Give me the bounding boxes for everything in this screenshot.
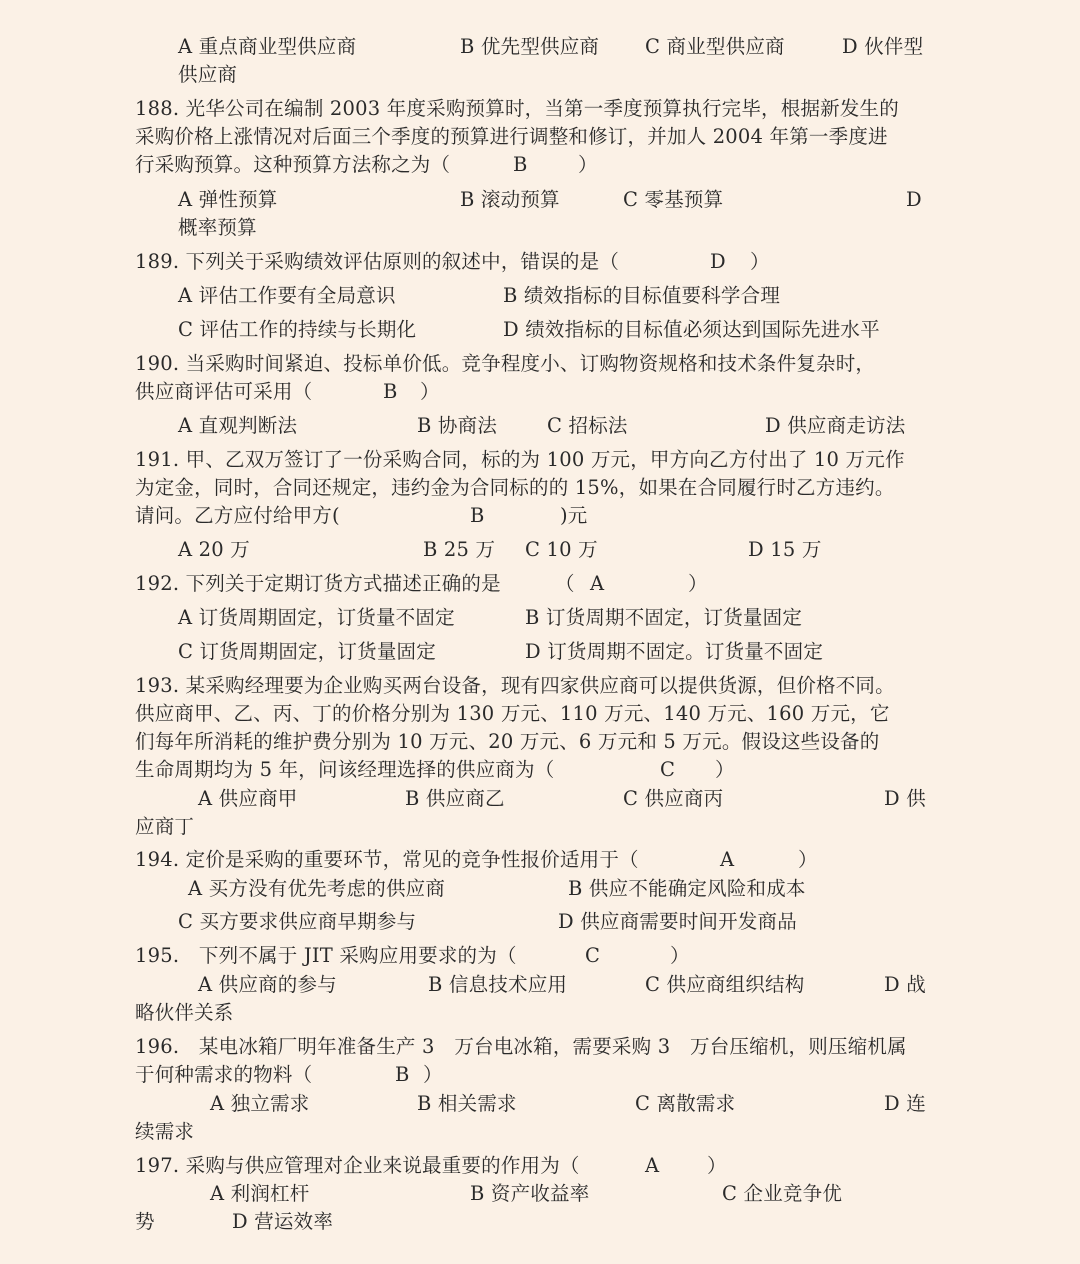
q189-option-c: C 评估工作的持续与长期化 — [178, 318, 417, 341]
q196-option-c: C 离散需求 — [635, 1092, 736, 1115]
q195-stem-text: 195. 下列不属于 JIT 采购应用要求的为（ — [135, 944, 517, 967]
q196-option-d-continued: 续需求 — [135, 1120, 195, 1143]
q195-option-b: B 信息技术应用 — [428, 973, 568, 996]
q194-option-b: B 供应不能确定风险和成本 — [568, 877, 806, 900]
q193-option-d: D 供 — [884, 787, 926, 810]
q197-close-paren: ） — [707, 1154, 727, 1177]
q193-stem-line-2: 供应商甲、乙、丙、丁的价格分别为 130 万元、110 万元、140 万元、160 万元，它 — [135, 702, 890, 725]
q196-option-b: B 相关需求 — [417, 1092, 517, 1115]
q195-option-a: A 供应商的参与 — [198, 973, 337, 996]
q194-stem — [135, 846, 818, 874]
q188-option-b: B 滚动预算 — [460, 188, 560, 211]
q188-stem-line-1: 188. 光华公司在编制 2003 年度采购预算时，当第一季度预算执行完毕，根据新发生的 — [135, 97, 899, 120]
q192-stem — [135, 570, 708, 598]
q197-option-c: C 企业竞争优 — [722, 1182, 843, 1205]
q190-option-a: A 直观判断法 — [178, 414, 298, 437]
q196-stem-line-2 — [135, 1061, 443, 1089]
q196-stem-line-1: 196. 某电冰箱厂明年准备生产 3 万台电冰箱，需要采购 3 万台压缩机，则压缩机属 — [135, 1035, 907, 1058]
q196-option-a: A 独立需求 — [210, 1092, 310, 1115]
q193-option-b: B 供应商乙 — [405, 787, 505, 810]
q187-option-c: C 商业型供应商 — [645, 35, 785, 58]
q191-stem-line-1: 191. 甲、乙双万签订了一份采购合同，标的为 100 万元，甲方向乙方付出了 10 万元作 — [135, 448, 905, 471]
q191-unit: )元 — [560, 504, 588, 527]
q188-answer: B — [513, 153, 528, 176]
q188-stem-line-2: 采购价格上涨情况对后面三个季度的预算进行调整和修订，并加人 2004 年第一季度进 — [135, 125, 888, 148]
q192-option-a: A 订货周期固定，订货量不固定 — [178, 606, 455, 629]
q190-stem-line-1: 190. 当采购时间紧迫、投标单价低。竞争程度小、订购物资规格和技术条件复杂时， — [135, 352, 876, 375]
q193-option-d-continued: 应商丁 — [135, 815, 195, 838]
q190-option-b: B 协商法 — [417, 414, 498, 437]
q188-option-c: C 零基预算 — [623, 188, 724, 211]
q195-option-c: C 供应商组织结构 — [645, 973, 805, 996]
q191-option-b: B 25 万 — [423, 538, 496, 561]
q192-option-b: B 订货周期不固定，订货量固定 — [525, 606, 803, 629]
q189-option-a: A 评估工作要有全局意识 — [178, 284, 396, 307]
q197-option-a: A 利润杠杆 — [210, 1182, 310, 1205]
q193-stem-text: 生命周期均为 5 年，问该经理选择的供应商为（ — [135, 758, 555, 781]
q188-close-paren: ） — [578, 153, 598, 176]
q188-stem-text: 行采购预算。这种预算方法称之为（ — [135, 153, 451, 176]
q188-option-d-continued: 概率预算 — [178, 216, 257, 239]
q193-option-a: A 供应商甲 — [198, 787, 298, 810]
q196-close-paren: ） — [423, 1063, 443, 1086]
q191-option-c: C 10 万 — [525, 538, 598, 561]
q190-stem-line-2 — [135, 378, 440, 406]
q192-answer: A — [590, 572, 605, 595]
q194-close-paren: ） — [798, 848, 818, 871]
q189-stem-text: 189. 下列关于采购绩效评估原则的叙述中，错误的是（ — [135, 250, 620, 273]
q190-close-paren: ） — [420, 380, 440, 403]
q192-open-paren: （ — [555, 572, 575, 595]
q193-close-paren: ） — [715, 758, 735, 781]
q197-answer: A — [645, 1154, 660, 1177]
q191-stem-line-3 — [135, 502, 588, 530]
q191-answer: B — [470, 504, 485, 527]
q192-stem-text: 192. 下列关于定期订货方式描述正确的是 — [135, 572, 501, 595]
q194-stem-text: 194. 定价是采购的重要环节，常见的竞争性报价适用于（ — [135, 848, 639, 871]
q188-option-d: D — [906, 188, 922, 211]
q197-option-b: B 资产收益率 — [470, 1182, 590, 1205]
q193-stem-line-1: 193. 某采购经理要为企业购买两台设备，现有四家供应商可以提供货源，但价格不同。 — [135, 674, 895, 697]
q190-option-c: C 招标法 — [547, 414, 628, 437]
q194-answer: A — [720, 848, 735, 871]
q193-answer: C — [660, 758, 676, 781]
q195-close-paren: ） — [670, 944, 690, 967]
q189-close-paren: ） — [750, 250, 770, 273]
q194-option-a: A 买方没有优先考虑的供应商 — [188, 877, 446, 900]
q195-stem — [135, 942, 690, 970]
q189-stem — [135, 248, 770, 276]
q189-answer: D — [710, 250, 726, 273]
q190-stem-text: 供应商评估可采用（ — [135, 380, 313, 403]
q193-stem-line-3: 们每年所消耗的维护费分别为 10 万元、20 万元、6 万元和 5 万元。假设这些设备的 — [135, 730, 880, 753]
q187-option-a: A 重点商业型供应商 — [178, 35, 357, 58]
q187-option-b: B 优先型供应商 — [460, 35, 600, 58]
q194-option-d: D 供应商需要时间开发商品 — [558, 910, 797, 933]
q187-option-d-continued: 供应商 — [178, 63, 238, 86]
q192-option-c: C 订货周期固定，订货量固定 — [178, 640, 436, 663]
q189-option-d: D 绩效指标的目标值必须达到国际先进水平 — [503, 318, 880, 341]
q193-stem-line-4 — [135, 756, 735, 784]
q193-option-c: C 供应商丙 — [623, 787, 724, 810]
q192-option-d: D 订货周期不固定。订货量不固定 — [525, 640, 824, 663]
q190-answer: B — [383, 380, 398, 403]
q188-stem-line-3 — [135, 151, 598, 179]
q190-option-d: D 供应商走访法 — [765, 414, 906, 437]
q197-stem-text: 197. 采购与供应管理对企业来说最重要的作用为（ — [135, 1154, 580, 1177]
q196-option-d: D 连 — [884, 1092, 926, 1115]
q191-stem-line-2: 为定金，同时，合同还规定，违约金为合同标的的 15%，如果在合同履行时乙方违约。 — [135, 476, 895, 499]
q194-option-c: C 买方要求供应商早期参与 — [178, 910, 417, 933]
q197-option-c-continued: 势 — [135, 1210, 155, 1233]
q191-stem-text: 请问。乙方应付给甲方( — [135, 504, 340, 527]
q197-stem — [135, 1152, 727, 1180]
q187-option-d: D 伙伴型 — [842, 35, 924, 58]
q197-option-d: D 营运效率 — [232, 1210, 334, 1233]
q192-close-paren: ） — [688, 572, 708, 595]
q188-option-a: A 弹性预算 — [178, 188, 278, 211]
q191-option-d: D 15 万 — [748, 538, 822, 561]
q195-option-d: D 战 — [884, 973, 926, 996]
q189-option-b: B 绩效指标的目标值要科学合理 — [503, 284, 781, 307]
q195-answer: C — [585, 944, 601, 967]
q196-answer: B — [395, 1063, 410, 1086]
q195-option-d-continued: 略伙伴关系 — [135, 1001, 234, 1024]
q191-option-a: A 20 万 — [178, 538, 250, 561]
q196-stem-text: 于何种需求的物料（ — [135, 1063, 313, 1086]
